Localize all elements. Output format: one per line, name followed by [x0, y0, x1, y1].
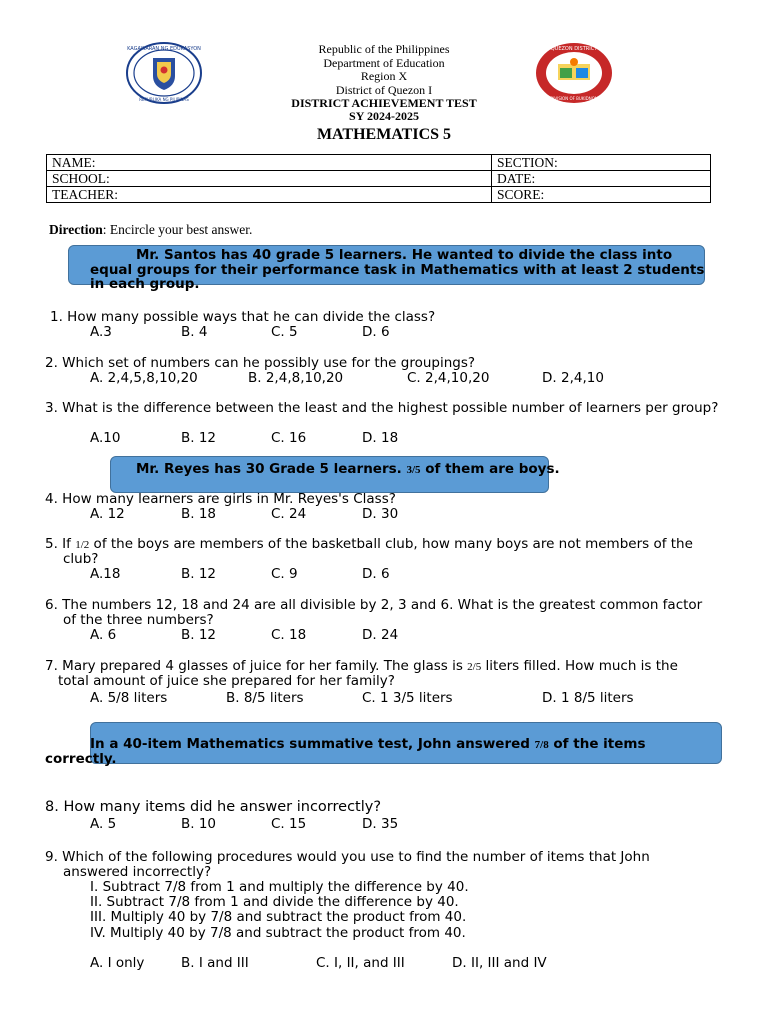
direction-text	[49, 222, 252, 238]
header-region: Region X	[360, 69, 408, 83]
box2-fraction: 3/5	[406, 464, 421, 476]
question-4-stem: 4. How many learners are girls in Mr. Reyes's Class?	[45, 491, 396, 507]
q7-fraction: 2/5	[467, 661, 482, 673]
svg-text:DIVISION OF BUKIDNON: DIVISION OF BUKIDNON	[550, 96, 598, 101]
question-6-stem: 6. The numbers 12, 18 and 24 are all divisible by 2, 3 and 6. What is the greatest common factor	[45, 597, 703, 613]
q7-option-a[interactable]: A. 5/8 liters	[90, 690, 168, 706]
question-5-stem	[45, 537, 735, 553]
q3-option-c[interactable]: C. 16	[271, 430, 307, 446]
q5-text-start: 5. If	[45, 536, 76, 552]
school-field[interactable]: SCHOOL:	[47, 171, 492, 187]
q1-option-b[interactable]: B. 4	[181, 324, 208, 340]
q9-option-c[interactable]: C. I, II, and III	[316, 955, 405, 971]
q5-option-b[interactable]: B. 12	[181, 566, 217, 582]
student-info-table	[46, 154, 711, 203]
svg-text:REPUBLIKA NG PILIPINAS: REPUBLIKA NG PILIPINAS	[139, 97, 189, 102]
q5-option-d[interactable]: D. 6	[362, 566, 390, 582]
q4-option-c[interactable]: C. 24	[271, 506, 307, 522]
header-school-year: SY 2024-2025	[349, 109, 419, 123]
q9-procedure-i: I. Subtract 7/8 from 1 and multiply the difference by 40.	[90, 879, 469, 895]
q8-option-b[interactable]: B. 10	[181, 816, 217, 832]
q2-option-a[interactable]: A. 2,4,5,8,10,20	[90, 370, 198, 386]
svg-text:QUEZON DISTRICT: QUEZON DISTRICT	[550, 46, 598, 52]
q9-option-a[interactable]: A. I only	[90, 955, 145, 971]
q5-stem-line-2: club?	[63, 551, 99, 567]
direction-instruction: : Encircle your best answer.	[102, 222, 253, 237]
q7-option-b[interactable]: B. 8/5 liters	[226, 690, 304, 706]
header-republic: Republic of the Philippines	[318, 42, 450, 56]
q1-option-c[interactable]: C. 5	[271, 324, 298, 340]
q9-option-b[interactable]: B. I and III	[181, 955, 249, 971]
box3-fraction: 7/8	[534, 739, 549, 751]
q7-text-start: 7. Mary prepared 4 glasses of juice for her family. The glass is	[45, 658, 468, 674]
q5-option-c[interactable]: C. 9	[271, 566, 298, 582]
q3-option-d[interactable]: D. 18	[362, 430, 399, 446]
svg-text:KAGAWARAN NG EDUKASYON: KAGAWARAN NG EDUKASYON	[127, 46, 201, 52]
q2-option-d[interactable]: D. 2,4,10	[542, 370, 604, 386]
problem-box-3-text	[90, 737, 730, 753]
q6-option-d[interactable]: D. 24	[362, 627, 399, 643]
q2-option-c[interactable]: C. 2,4,10,20	[407, 370, 490, 386]
box2-text-end: of them are boys.	[420, 461, 560, 477]
problem-box-1-text: Mr. Santos has 40 grade 5 learners. He wanted to divide the class into equal groups for their performance task in Mathematics with at least 2 students in each group.	[90, 247, 705, 292]
q5-fraction: 1/2	[75, 539, 90, 551]
section-field[interactable]: SECTION:	[492, 155, 711, 171]
q9-procedure-iv: IV. Multiply 40 by 7/8 and subtract the product from 40.	[90, 925, 466, 941]
q6-stem-line-2: of the three numbers?	[63, 612, 214, 628]
q1-option-a[interactable]: A.3	[90, 324, 112, 340]
q9-option-d[interactable]: D. II, III and IV	[452, 955, 547, 971]
q4-option-a[interactable]: A. 12	[90, 506, 125, 522]
question-3-stem: 3. What is the difference between the least and the highest possible number of learners per group?	[45, 400, 719, 416]
direction-label: Direction	[49, 222, 103, 237]
q5-text-end: of the boys are members of the basketball club, how many boys are not members of the	[89, 536, 693, 552]
q6-option-c[interactable]: C. 18	[271, 627, 307, 643]
q5-option-a[interactable]: A.18	[90, 566, 121, 582]
q8-option-c[interactable]: C. 15	[271, 816, 307, 832]
q7-text-end: liters filled. How much is the	[481, 658, 678, 674]
q3-option-a[interactable]: A.10	[90, 430, 121, 446]
q9-procedure-iii: III. Multiply 40 by 7/8 and subtract the product from 40.	[90, 909, 467, 925]
box3-text-line-2: correctly.	[45, 751, 117, 767]
q6-option-a[interactable]: A. 6	[90, 627, 117, 643]
header-test-title: DISTRICT ACHIEVEMENT TEST	[291, 96, 477, 110]
question-9-stem: 9. Which of the following procedures would you use to find the number of items that John	[45, 849, 650, 865]
problem-box-2-text	[136, 462, 596, 478]
box3-text-end: of the items	[548, 736, 646, 752]
q8-option-d[interactable]: D. 35	[362, 816, 399, 832]
box2-text-start: Mr. Reyes has 30 Grade 5 learners.	[136, 461, 407, 477]
date-field[interactable]: DATE:	[492, 171, 711, 187]
q2-option-b[interactable]: B. 2,4,8,10,20	[248, 370, 344, 386]
q9-procedure-ii: II. Subtract 7/8 from 1 and divide the difference by 40.	[90, 894, 459, 910]
q4-option-b[interactable]: B. 18	[181, 506, 217, 522]
name-field[interactable]: NAME:	[47, 155, 492, 171]
header-department: Department of Education	[323, 56, 445, 70]
question-1-stem: 1. How many possible ways that he can divide the class?	[50, 309, 436, 325]
score-field[interactable]: SCORE:	[492, 187, 711, 203]
q4-option-d[interactable]: D. 30	[362, 506, 399, 522]
teacher-field[interactable]: TEACHER:	[47, 187, 492, 203]
box3-text-start: In a 40-item Mathematics summative test, John answered	[90, 736, 535, 752]
question-8-stem: 8. How many items did he answer incorrectly?	[45, 799, 382, 815]
q7-stem-line-2: total amount of juice she prepared for her family?	[58, 673, 395, 689]
header-district: District of Quezon I	[335, 83, 433, 97]
q9-stem-line-2: answered incorrectly?	[63, 864, 212, 880]
q7-option-c[interactable]: C. 1 3/5 liters	[362, 690, 453, 706]
q6-option-b[interactable]: B. 12	[181, 627, 217, 643]
q8-option-a[interactable]: A. 5	[90, 816, 117, 832]
q7-option-d[interactable]: D. 1 8/5 liters	[542, 690, 634, 706]
q3-option-b[interactable]: B. 12	[181, 430, 217, 446]
question-2-stem: 2. Which set of numbers can he possibly use for the groupings?	[45, 355, 476, 371]
subject-title: MATHEMATICS 5	[316, 126, 452, 143]
q1-option-d[interactable]: D. 6	[362, 324, 390, 340]
